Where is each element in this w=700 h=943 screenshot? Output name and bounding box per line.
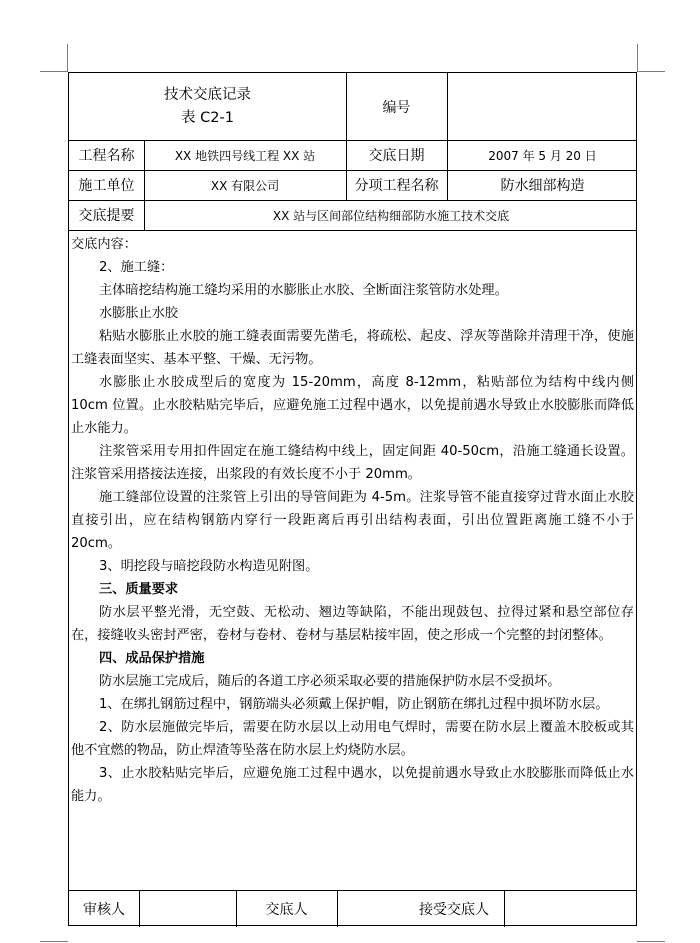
serial-number-field[interactable] [447, 73, 638, 140]
discloser-label: 交底人 [265, 901, 308, 918]
receiver-signature-field[interactable] [504, 890, 638, 927]
serial-number-label: 编号 [382, 99, 411, 116]
subproject-name-value: 防水细部构造 [500, 178, 585, 194]
project-name-label: 工程名称 [78, 148, 135, 164]
content-paragraph: 主体暗挖结构施工缝均采用的水膨胀止水胶、全断面注浆管防水处理。 [99, 283, 508, 298]
section-heading-quality: 三、质量要求 [99, 582, 179, 597]
summary-value: XX 站与区间部位结构细部防水施工技术交底 [272, 208, 510, 223]
construction-unit-label: 施工单位 [78, 178, 135, 194]
crop-mark [637, 44, 638, 72]
receiver-label: 接受交底人 [419, 901, 489, 918]
construction-unit-value: XX 有限公司 [210, 178, 280, 193]
form-title: 技术交底记录 [164, 86, 251, 103]
content-paragraph: 2、防水层施做完毕后，需要在防水层以上动用电气焊时，需要在防水层上覆盖木胶板或其他不宜燃的物品，防止焊渣等坠落在防水层上灼烧防水层。 [71, 720, 634, 758]
crop-mark [637, 941, 665, 942]
content-paragraph: 粘贴水膨胀止水胶的施工缝表面需要先凿毛，将疏松、起皮、浮灰等凿除并清理干净，使施工缝表面坚实、基本平整、干燥、无污物。 [71, 329, 634, 367]
content-paragraph: 水膨胀止水胶成型后的宽度为 15-20mm，高度 8-12mm，粘贴部位为结构中线内侧 10cm 位置。止水胶粘贴完毕后，应避免施工过程中遇水，以免提前遇水导致止水胶膨胀而降低止水能力。 [71, 375, 634, 436]
form-number-code: 表 C2-1 [181, 109, 234, 126]
section-heading-protection: 四、成品保护措施 [99, 651, 205, 666]
disclosure-record-form [68, 72, 637, 926]
crop-mark [637, 71, 665, 72]
content-paragraph: 施工缝部位设置的注浆管上引出的导管间距为 4-5m。注浆导管不能直接穿过背水面止水胶直接引出，应在结构钢筋内穿行一段距离后再引出结构表面，引出位置距离施工缝不小于 20cm。 [71, 490, 634, 551]
content-paragraph: 3、明挖段与暗挖段防水构造见附图。 [99, 559, 319, 574]
content-paragraph: 水膨胀止水胶 [99, 306, 179, 321]
reviewer-signature-field[interactable] [139, 890, 236, 927]
content-paragraph: 注浆管采用专用扣件固定在施工缝结构中线上，固定间距 40-50cm，沿施工缝通长设置。注浆管采用搭接法连接，出浆段的有效长度不小于 20mm。 [71, 444, 634, 482]
crop-mark [40, 941, 68, 942]
disclosure-date-label: 交底日期 [368, 148, 425, 164]
project-name-value: XX 地铁四号线工程 XX 站 [174, 148, 316, 163]
content-paragraph: 防水层施工完成后，随后的各道工序必须采取必要的措施保护防水层不受损坏。 [99, 674, 561, 689]
content-paragraph: 1、在绑扎钢筋过程中，钢筋端头必须戴上保护帽，防止钢筋在绑扎过程中损坏防水层。 [99, 697, 609, 712]
form-title-block [69, 73, 346, 140]
crop-mark [67, 44, 68, 72]
content-label: 交底内容： [71, 237, 137, 252]
subproject-name-label: 分项工程名称 [354, 178, 439, 194]
crop-mark [40, 71, 68, 72]
summary-label: 交底提要 [78, 208, 135, 224]
reviewer-label: 审核人 [83, 901, 125, 918]
discloser-signature-field[interactable] [337, 890, 409, 927]
disclosure-date-value: 2007 年 5 月 20 日 [488, 148, 597, 163]
content-paragraph: 防水层平整光滑，无空鼓、无松动、翘边等缺陷，不能出现鼓包、拉得过紧和悬空部位存在，接缝收头密封严密，卷材与卷材、卷材与基层粘接牢固，使之形成一个完整的封闭整体。 [71, 605, 634, 643]
disclosure-content [71, 233, 634, 808]
content-paragraph: 3、止水胶粘贴完毕后，应避免施工过程中遇水，以免提前遇水导致止水胶膨胀而降低止水能力。 [71, 766, 634, 804]
content-paragraph: 2、施工缝： [99, 260, 174, 275]
